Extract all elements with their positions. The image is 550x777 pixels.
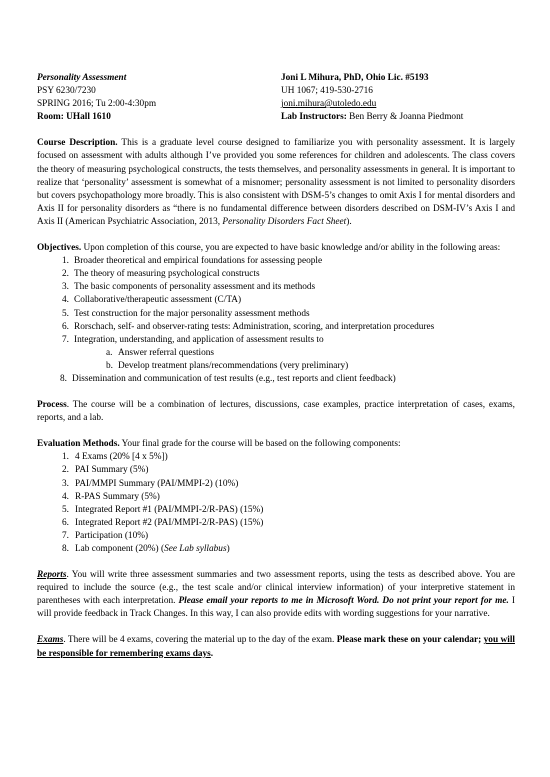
list-item: 3. The basic components of personality assessment and its methods (62, 282, 316, 293)
reports (37, 569, 515, 621)
evaluation-intro (37, 438, 515, 451)
list-item: 7. Integration, understanding, and application of assessment results to (62, 334, 324, 345)
list-item: 6. Rorschach, self- and observer-rating tests: Administration, scoring, and interpretation procedures (62, 321, 435, 332)
list-item: 8. Dissemination and communication of test results (e.g., test reports and client feedback) (60, 373, 396, 384)
lab-names: Ben Berry & Joanna Piedmont (346, 112, 464, 123)
exams-heading: Exams (37, 635, 64, 646)
list-item: 4. R-PAS Summary (5%) (62, 491, 160, 502)
course-description (37, 137, 515, 229)
description-heading: Course Description. (37, 138, 118, 149)
evaluation-intro-text: Your final grade for the course will be based on the following components: (119, 439, 401, 450)
list-item: 8. Lab component (20%) (See Lab syllabus) (62, 544, 230, 554)
exams-text: . There will be 4 exams, covering the material up to the day of the exam. (63, 635, 337, 646)
list-item: b. Develop treatment plans/recommendations (very preliminary) (106, 360, 349, 371)
description-text: This is a graduate level course designed to familiarize you with personality assessment. It is largely focused on assessment with adults although I’ve provided you some references for children and adolescents. The class covers the theory of measuring psychological constructs, the tests themselves, and personality assessments in general. It is important to realize that ‘personality’ assessment is somewhat of a misnomer; personality assessment is not limited to personality disorders but covers psychopathology more broadly. This is also consistent with DSM-5’s changes to omit Axis I for mental disorders and Axis II for personality disorders as “there is no fundamental difference between disorders described on DSM-IV’s Axis I and Axis II (American Psychiatric Association, 2013, (37, 138, 515, 227)
list-item: 5. Integrated Report #1 (PAI/MMPI-2/R-PAS) (15%) (62, 504, 264, 515)
list-item: 5. Test construction for the major personality assessment methods (62, 308, 310, 319)
exams-bold-underline: you will be responsible for remembering exams days (37, 635, 515, 659)
lab-label: Lab Instructors: (281, 112, 347, 123)
process-heading: Process (37, 400, 67, 411)
list-item: 1. Broader theoretical and empirical foundations for assessing people (62, 256, 323, 267)
term: SPRING 2016; Tu 2:00-4:30pm (37, 99, 157, 110)
reports-emphasis: Please email your reports to me in Microsoft Word. Do not print your report for me. (178, 596, 509, 607)
room: Room: UHall 1610 (37, 112, 111, 123)
instructor: Joni L Mihura, PhD, Ohio Lic. #5193 (281, 73, 429, 83)
objectives-intro (37, 242, 515, 255)
objectives-intro-text: Upon completion of this course, you are expected to have basic knowledge and/or ability in the following areas: (81, 243, 501, 254)
evaluation-heading: Evaluation Methods. (37, 439, 120, 450)
exams-bold-end: . (210, 648, 214, 659)
list-item: 2. PAI Summary (5%) (62, 465, 149, 476)
header-left (37, 72, 281, 124)
list-item: 4. Collaborative/therapeutic assessment (C/TA) (62, 295, 242, 306)
course-code: PSY 6230/7230 (37, 86, 96, 97)
evaluation-list (37, 451, 515, 556)
list-item: 2. The theory of measuring psychological constructs (62, 269, 260, 280)
objectives-list (37, 255, 515, 347)
exams-bold: Please mark these on your calendar; (336, 635, 484, 646)
description-citation: Personality Disorders Fact Sheet (222, 216, 347, 227)
process-text: . The course will be a combination of lectures, discussions, case examples, practice interpretation of cases, exams, reports, and a lab. (37, 400, 515, 424)
course-title: Personality Assessment (37, 73, 127, 83)
description-end: ). (346, 216, 352, 227)
list-item: 6. Integrated Report #2 (PAI/MMPI-2/R-PAS) (15%) (62, 517, 264, 528)
reports-heading: Reports (37, 570, 67, 581)
list-item: a. Answer referral questions (106, 347, 215, 358)
list-item: 1. 4 Exams (20% [4 x 5%]) (62, 452, 168, 463)
reports-text-end: I will provide feedback in Track Changes. In this way, I can also provide edits with wording suggestions for your narrative. (37, 596, 516, 620)
objectives-sublist (37, 347, 515, 373)
office: UH 1067; 419-530-2716 (281, 86, 373, 97)
email-link[interactable]: joni.mihura@utoledo.edu (281, 99, 377, 110)
objectives-heading: Objectives. (37, 243, 82, 254)
syllabus-page (37, 72, 515, 661)
header-right (281, 72, 515, 124)
reports-text: . You will write three assessment summaries and two assessment reports, using the tests as described above. You are required to include the source (e.g., the test scale and/or clinical interview information) of your interpretive statement in parentheses with each interpretation. (37, 570, 515, 607)
exams (37, 634, 515, 660)
header (37, 72, 515, 124)
process (37, 399, 515, 425)
list-item: 7. Participation (10%) (62, 530, 149, 541)
list-item: 3. PAI/MMPI Summary (PAI/MMPI-2) (10%) (62, 478, 239, 489)
